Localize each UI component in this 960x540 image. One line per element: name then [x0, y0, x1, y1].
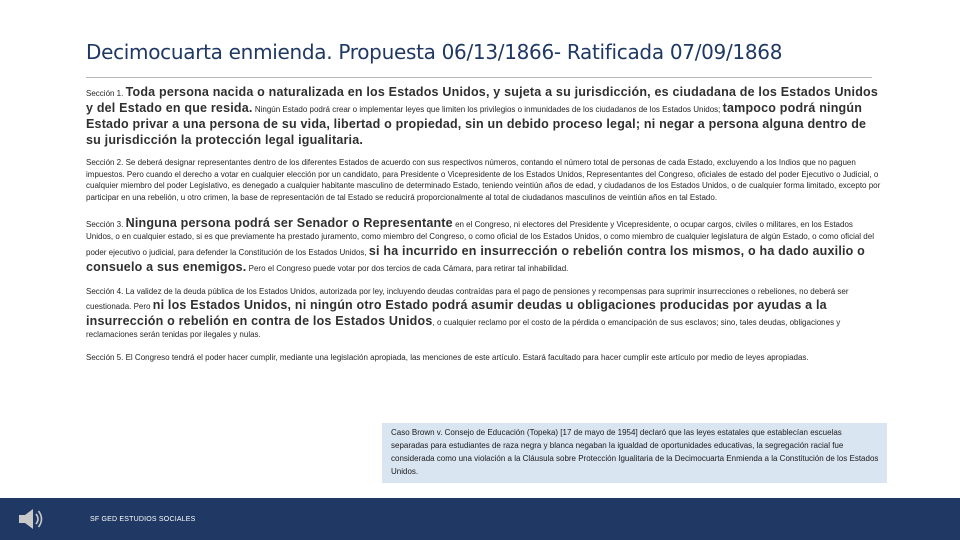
- footer-label: SF GED ESTUDIOS SOCIALES: [90, 516, 196, 523]
- section-4-emphasis: ni los Estados Unidos, ni ningún otro Estado podrá asumir deudas u obligaciones producidas por ayudas a la insurrección o rebelión en contra de los Estados Unidos: [86, 298, 827, 328]
- section-5: Sección 5. El Congreso tendrá el poder hacer cumplir, mediante una legislación apropiada, las menciones de este artículo. Estará facultado para hacer cumplir este artículo por medio de leyes apropiadas.: [86, 352, 809, 362]
- section-4-text-1: Sección 4. La validez de la deuda pública de los Estados Unidos, autorizada por ley, incluyendo deudas contraídas para el pago de pensiones y recompensas para suprimir insurrecciones o rebeliones, no deberá ser cuestionada. Pero: [86, 286, 849, 311]
- title-divider: [86, 77, 872, 78]
- section-1-privileges-clause: Ningún Estado podrá crear o implementar leyes que limiten los privilegios o inmunidades de los ciudadanos de los Estados Unidos;: [254, 105, 721, 114]
- footer-bar: [0, 498, 960, 540]
- section-4-text-2: , o cualquier reclamo por el costo de la pérdida o emancipación de sus esclavos; sino, tales deudas, obligaciones y reclamaciones serán tenidas por ilegales y nulas.: [86, 318, 841, 339]
- section-2: Sección 2. Se deberá designar representantes dentro de los diferentes Estados de acuerdo con sus respectivos números, contando el número total de personas de cada Estado, excluyendo a los Indios que no paguen impuestos. Pero cuando el derecho a votar en cualquier elección por un candidato, para Presidente o Vicepresidente de los Estados Unidos, Representantes del Congreso, oficiales de estado del poder Ejecutivo o Judicial, o cualquier miembro del poder Legislativo, es denegado a cualquier habitante masculino de determinado Estado, teniendo veintiún años de edad, y ciudadanos de los Estados Unidos, o de cualquier forma limitado, excepto por participar en una rebelión, u otro crimen, la base de representación de tal Estado se reducirá proporcionalmente al total de ciudadanos masculinos de veintiún años en tal Estado.: [86, 158, 881, 202]
- slide-title: Decimocuarta enmienda. Propuesta 06/13/1866- Ratificada 07/09/1868: [86, 40, 783, 64]
- section-1: [86, 84, 882, 148]
- speaker-icon[interactable]: [16, 504, 46, 534]
- section-3-text-1: en el Congreso, ni electores del Presidente y Vicepresidente, o ocupar cargos, civiles o militares, en los Estados Unidos, o en cualquier estado, si es que previamente ha prestado juramento, como miembro del Congreso, o como oficial de los Estados Unidos, o como miembro de cualquier legislatura de algún Estado, o como oficial del poder ejecutivo o judicial, para defender la Constitución de los Estados Unidos,: [86, 220, 874, 257]
- section-1-due-process-clause: tampoco podrá ningún Estado privar a una persona de su vida, libertad o propiedad, sin un debido proceso legal; ni negar a persona alguna dentro de su jurisdicción la protección legal igualitaria.: [86, 101, 867, 147]
- section-1-label: Sección 1.: [86, 89, 124, 98]
- section-3-emphasis-2: si ha incurrido en insurrección o rebelión contra los mismos, o ha dado auxilio o consuelo a sus enemigos.: [86, 243, 866, 274]
- section-3-text-2: Pero el Congreso puede votar por dos tercios de cada Cámara, para retirar tal inhabilidad.: [248, 263, 569, 273]
- brown-v-board-callout: Caso Brown v. Consejo de Educación (Topeka) [17 de mayo de 1954] declaró que las leyes estatales que establecían escuelas separadas para estudiantes de raza negra y blanca negaban la igualdad de oportunidades educativas, la segregación racial fue considerada como una violación a la Cláusula sobre Protección Igualitaria de la Decimocuarta Enmienda a la Constitución de los Estados Unidos.: [382, 423, 887, 483]
- section-4: [86, 286, 882, 341]
- section-3-emphasis-1: Ninguna persona podrá ser Senador o Representante: [125, 216, 453, 230]
- section-3: [86, 215, 882, 275]
- section-3-label: Sección 3.: [86, 220, 124, 229]
- section-1-citizenship-clause: Toda persona nacida o naturalizada en los Estados Unidos, y sujeta a su jurisdicción, es ciudadana de los Estados Unidos y del Estado en que resida.: [86, 85, 879, 115]
- amendment-text: [86, 84, 882, 363]
